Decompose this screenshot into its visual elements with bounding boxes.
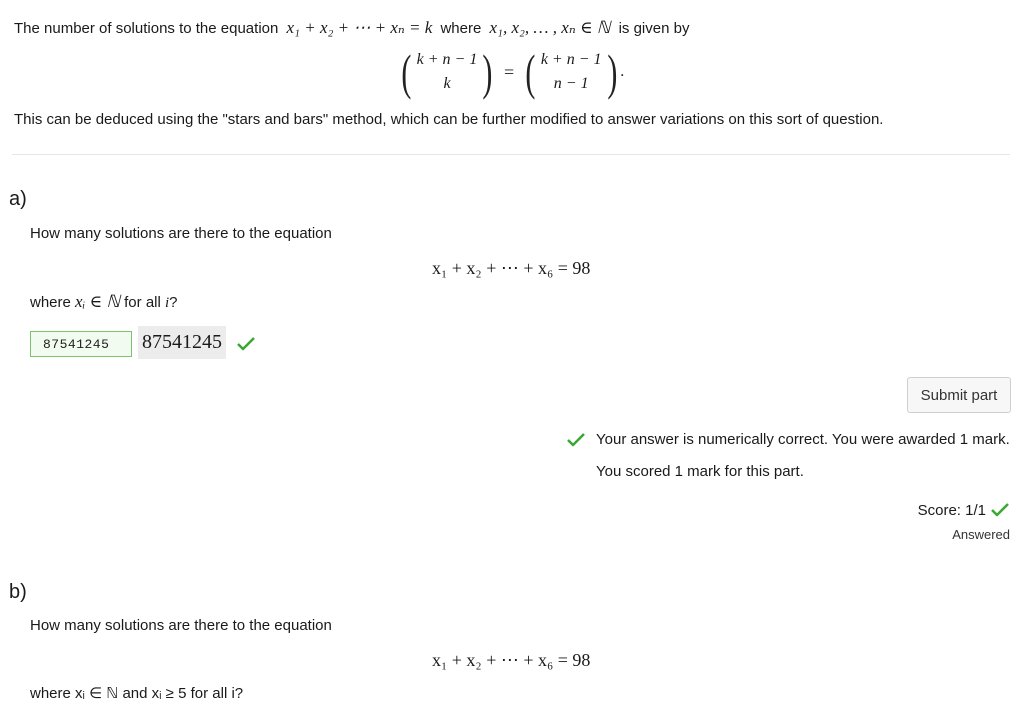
condition-prefix: where — [30, 294, 71, 311]
right-paren-icon: ) — [482, 44, 493, 100]
part-b-condition: where xᵢ ∈ ℕ and xᵢ ≥ 5 for all i? — [30, 685, 244, 702]
part-b-equation: x₁ + x₂ + ⋯ + x₆ = 98 — [432, 650, 591, 670]
part-a-label: a) — [9, 188, 27, 210]
right-paren-icon: ) — [606, 44, 617, 100]
intro-line — [14, 18, 689, 38]
part-a-prompt: How many solutions are there to the equation — [30, 225, 332, 242]
binomial-identity — [398, 44, 625, 100]
binomial-left-stack — [415, 48, 480, 96]
binomial-left-top: k + n − 1 — [416, 51, 478, 68]
method-text: This can be deduced using the "stars and bars" method, which can be further modified to answer variations on this sort of question. — [14, 111, 884, 128]
binomial-left-bottom: k — [443, 75, 451, 92]
binomial-right — [522, 44, 620, 100]
answer-correct-check-icon — [236, 336, 256, 352]
answer-preview: 87541245 — [138, 326, 226, 359]
condition-var: i — [165, 295, 170, 311]
score-check-icon — [990, 502, 1010, 518]
answered-status: Answered — [952, 527, 1010, 542]
intro-where: where — [440, 20, 482, 37]
part-a-condition — [30, 292, 178, 312]
part-a-equation: x₁ + x₂ + ⋯ + x₆ = 98 — [432, 258, 591, 278]
divider — [12, 154, 1010, 155]
score-text: Score: 1/1 — [917, 502, 986, 519]
equals-sign: = — [504, 61, 515, 82]
binomial-right-stack — [539, 48, 604, 96]
period: . — [620, 63, 625, 80]
answer-input[interactable] — [30, 331, 132, 357]
part-b-prompt: How many solutions are there to the equation — [30, 617, 332, 634]
left-paren-icon: ( — [525, 44, 536, 100]
binomial-right-top: k + n − 1 — [540, 51, 602, 68]
left-paren-icon: ( — [401, 44, 412, 100]
condition-suffix: for all — [124, 294, 161, 311]
binomial-left — [398, 44, 496, 100]
intro-domain: x₁, x₂, … , xₙ ∈ ℕ — [489, 18, 611, 37]
condition-math: xᵢ ∈ ℕ — [75, 292, 120, 311]
feedback-message: Your answer is numerically correct. You were awarded 1 mark. — [596, 431, 1010, 448]
submit-part-button[interactable]: Submit part — [907, 377, 1011, 413]
scored-message: You scored 1 mark for this part. — [596, 463, 804, 480]
intro-tail: is given by — [618, 20, 690, 37]
intro-equation: x₁ + x₂ + ⋯ + xₙ = k — [286, 18, 433, 37]
condition-end: ? — [169, 294, 178, 311]
binomial-right-bottom: n − 1 — [553, 75, 589, 92]
intro-lead-text: The number of solutions to the equation — [14, 20, 279, 37]
part-b-label: b) — [9, 581, 27, 603]
feedback-check-icon — [566, 432, 586, 448]
